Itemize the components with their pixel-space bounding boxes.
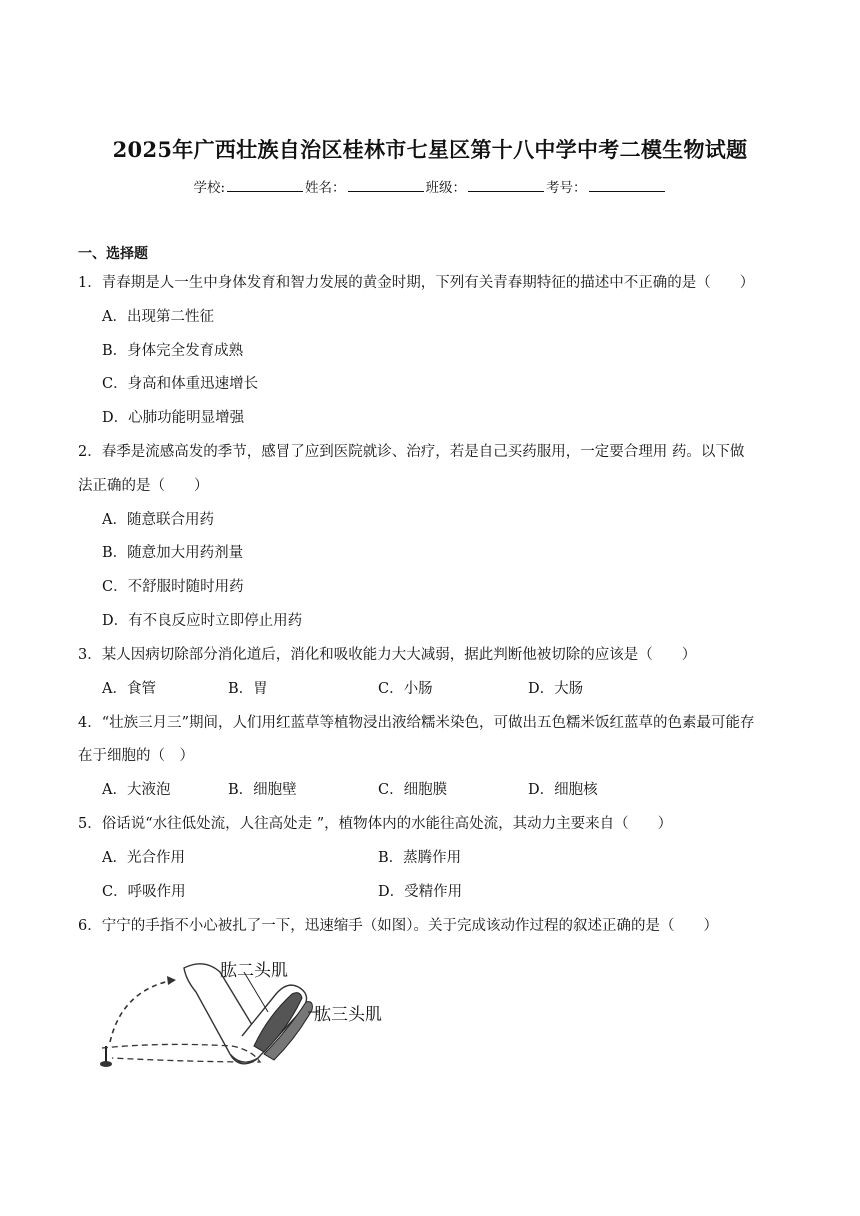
- arm-reflex-figure: [92, 950, 422, 1080]
- question-4-stem-cont: 在于细胞的（ ）: [78, 748, 194, 764]
- question-2-stem: 2．春季是流感高发的季节，感冒了应到医院就诊、治疗，若是自己买药服用，一定要合理用 药。以下做: [78, 444, 745, 460]
- question-2-option-b: B．随意加大用药剂量: [102, 545, 244, 561]
- question-5-option-d: D．受精作用: [378, 884, 463, 900]
- question-4-option-b: B．细胞壁: [228, 782, 297, 798]
- biceps-label: 肱二头肌: [220, 961, 288, 981]
- question-1-option-b: B．身体完全发育成熟: [102, 343, 244, 359]
- question-5-option-b: B．蒸腾作用: [378, 850, 462, 866]
- school-label: 学校:: [193, 180, 226, 196]
- question-2-option-c: C．不舒服时随时用药: [102, 579, 244, 595]
- question-1-option-a: A．出现第二性征: [102, 309, 214, 325]
- question-3-option-c: C．小肠: [378, 681, 433, 697]
- question-5-stem: 5．俗话说“水往低处流，人往高处走 ”，植物体内的水能往高处流，其动力主要来自（ ）: [78, 816, 673, 832]
- question-1-option-c: C．身高和体重迅速增长: [102, 376, 259, 392]
- name-label: 姓名：: [305, 180, 346, 196]
- question-3-option-d: D．大肠: [528, 681, 584, 697]
- student-info-line: [0, 176, 860, 196]
- number-blank: [589, 179, 665, 192]
- section-heading: 一、选择题: [78, 246, 148, 262]
- question-1-stem: 1．青春期是人一生中身体发育和智力发展的黄金时期，下列有关青春期特征的描述中不正确的是（ ）: [78, 275, 755, 291]
- question-3-option-a: A．食管: [102, 681, 156, 697]
- question-1-option-d: D．心肺功能明显增强: [102, 410, 245, 426]
- pin-icon: [100, 1046, 112, 1067]
- question-3-stem: 3．某人因病切除部分消化道后，消化和吸收能力大大减弱，据此判断他被切除的应该是（ ）: [78, 647, 697, 663]
- question-4-option-c: C．细胞膜: [378, 782, 448, 798]
- question-2-option-d: D．有不良反应时立即停止用药: [102, 613, 303, 629]
- question-5-option-c: C．呼吸作用: [102, 884, 186, 900]
- class-blank: [468, 179, 544, 192]
- question-6-stem: 6．宁宁的手指不小心被扎了一下，迅速缩手（如图）。关于完成该动作过程的叙述正确的是（ ）: [78, 918, 718, 934]
- number-label: 考号：: [546, 180, 587, 196]
- question-2-option-a: A．随意联合用药: [102, 512, 214, 528]
- question-4-option-d: D．细胞核: [528, 782, 598, 798]
- question-4-stem: 4．“壮族三月三”期间，人们用红蓝草等植物浸出液给糯米染色，可做出五色糯米饭红蓝草的色素最可能存: [78, 715, 755, 731]
- withdraw-path-arrow: [110, 980, 174, 1042]
- question-4-option-a: A．大液泡: [102, 782, 171, 798]
- question-3-option-b: B．胃: [228, 681, 268, 697]
- exam-title: 2025年广西壮族自治区桂林市七星区第十八中学中考二模生物试题: [112, 137, 748, 162]
- name-blank: [348, 179, 424, 192]
- school-blank: [227, 179, 303, 192]
- triceps-label: 肱三头肌: [314, 1005, 382, 1025]
- question-5-option-a: A．光合作用: [102, 850, 185, 866]
- question-2-stem-cont: 法正确的是（ ）: [78, 478, 209, 494]
- class-label: 班级：: [425, 180, 467, 196]
